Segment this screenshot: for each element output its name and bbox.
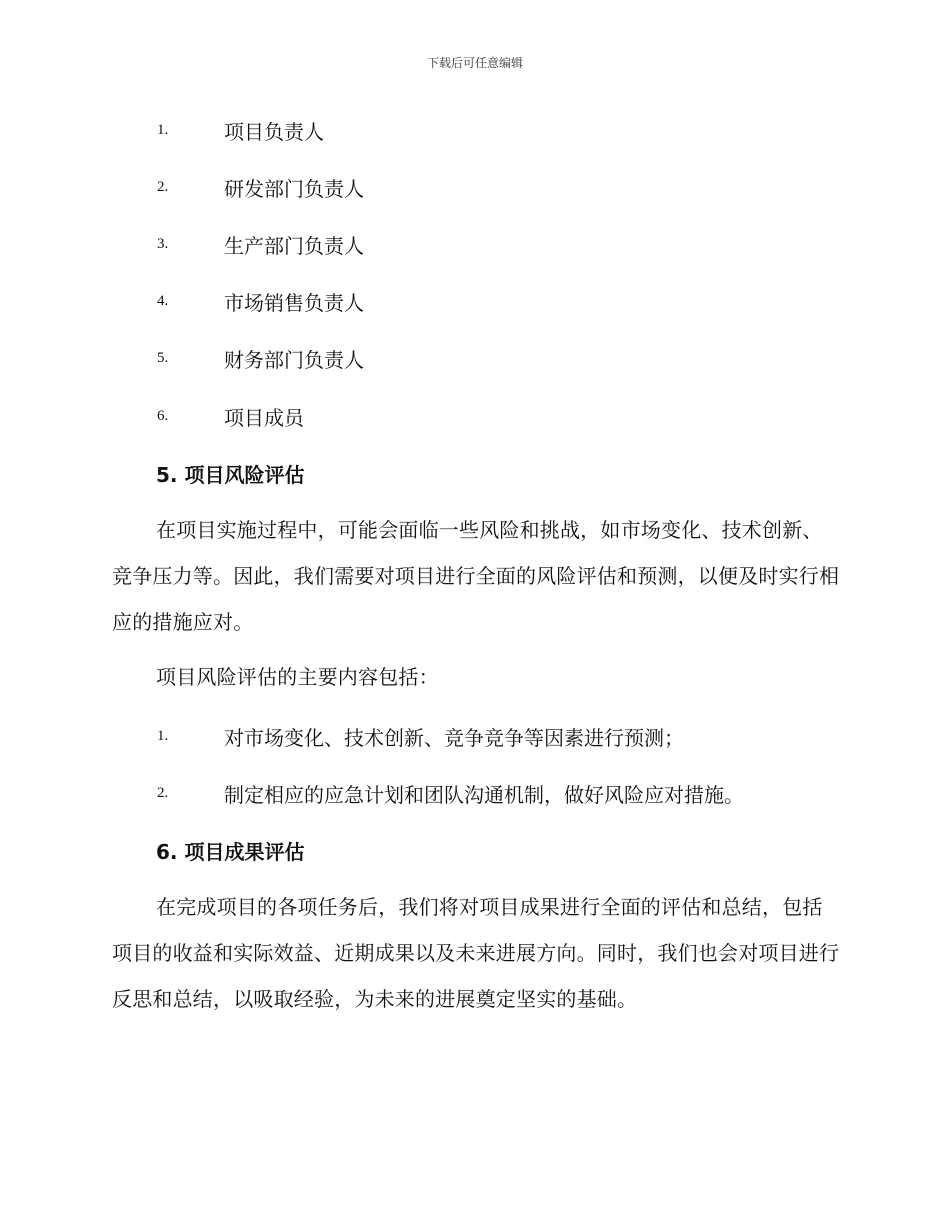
list-item-text: 项目负责人 [224, 120, 324, 144]
list-item-text: 生产部门负责人 [224, 234, 364, 258]
list-item-number: 6. [157, 408, 169, 424]
list-item-number: 1. [157, 728, 169, 744]
page-header: 下载后可任意编辑 [426, 56, 523, 70]
list-item-text: 市场销售负责人 [224, 291, 364, 315]
section-paragraph: 在完成项目的各项任务后，我们将对项目成果进行全面的评估和总结，包括项目的收益和实际效益、近期成果以及未来进展方向。同时，我们也会对项目进行反思和总结，以吸取经验，为未来的进展奠定坚实的基础。 [112, 895, 840, 1011]
list-item [0, 116, 950, 146]
list-item-text: 研发部门负责人 [224, 177, 364, 201]
list-item-text: 制定相应的应急计划和团队沟通机制，做好风险应对措施。 [224, 783, 744, 807]
section-heading: 6. 项目成果评估 [156, 840, 305, 864]
list-item [0, 173, 950, 203]
list-item-number: 2. [157, 179, 169, 195]
list-item [0, 722, 950, 752]
list-item-number: 1. [157, 122, 169, 138]
list-item-number: 5. [157, 350, 169, 366]
list-item [0, 402, 950, 432]
section-paragraph: 在项目实施过程中，可能会面临一些风险和挑战，如市场变化、技术创新、竞争压力等。因此，我们需要对项目进行全面的风险评估和预测，以便及时实行相应的措施应对。 [112, 518, 840, 634]
list-item-number: 2. [157, 785, 169, 801]
list-item-text: 对市场变化、技术创新、竞争竞争等因素进行预测； [224, 726, 684, 750]
section-heading: 5. 项目风险评估 [156, 463, 305, 487]
list-item-text: 项目成员 [224, 406, 304, 430]
section-intro: 项目风险评估的主要内容包括： [156, 665, 439, 689]
list-item [0, 344, 950, 374]
list-item-number: 4. [157, 293, 169, 309]
list-item-number: 3. [157, 236, 169, 252]
list-item [0, 779, 950, 809]
list-item-text: 财务部门负责人 [224, 348, 364, 372]
list-item [0, 230, 950, 260]
list-item [0, 287, 950, 317]
